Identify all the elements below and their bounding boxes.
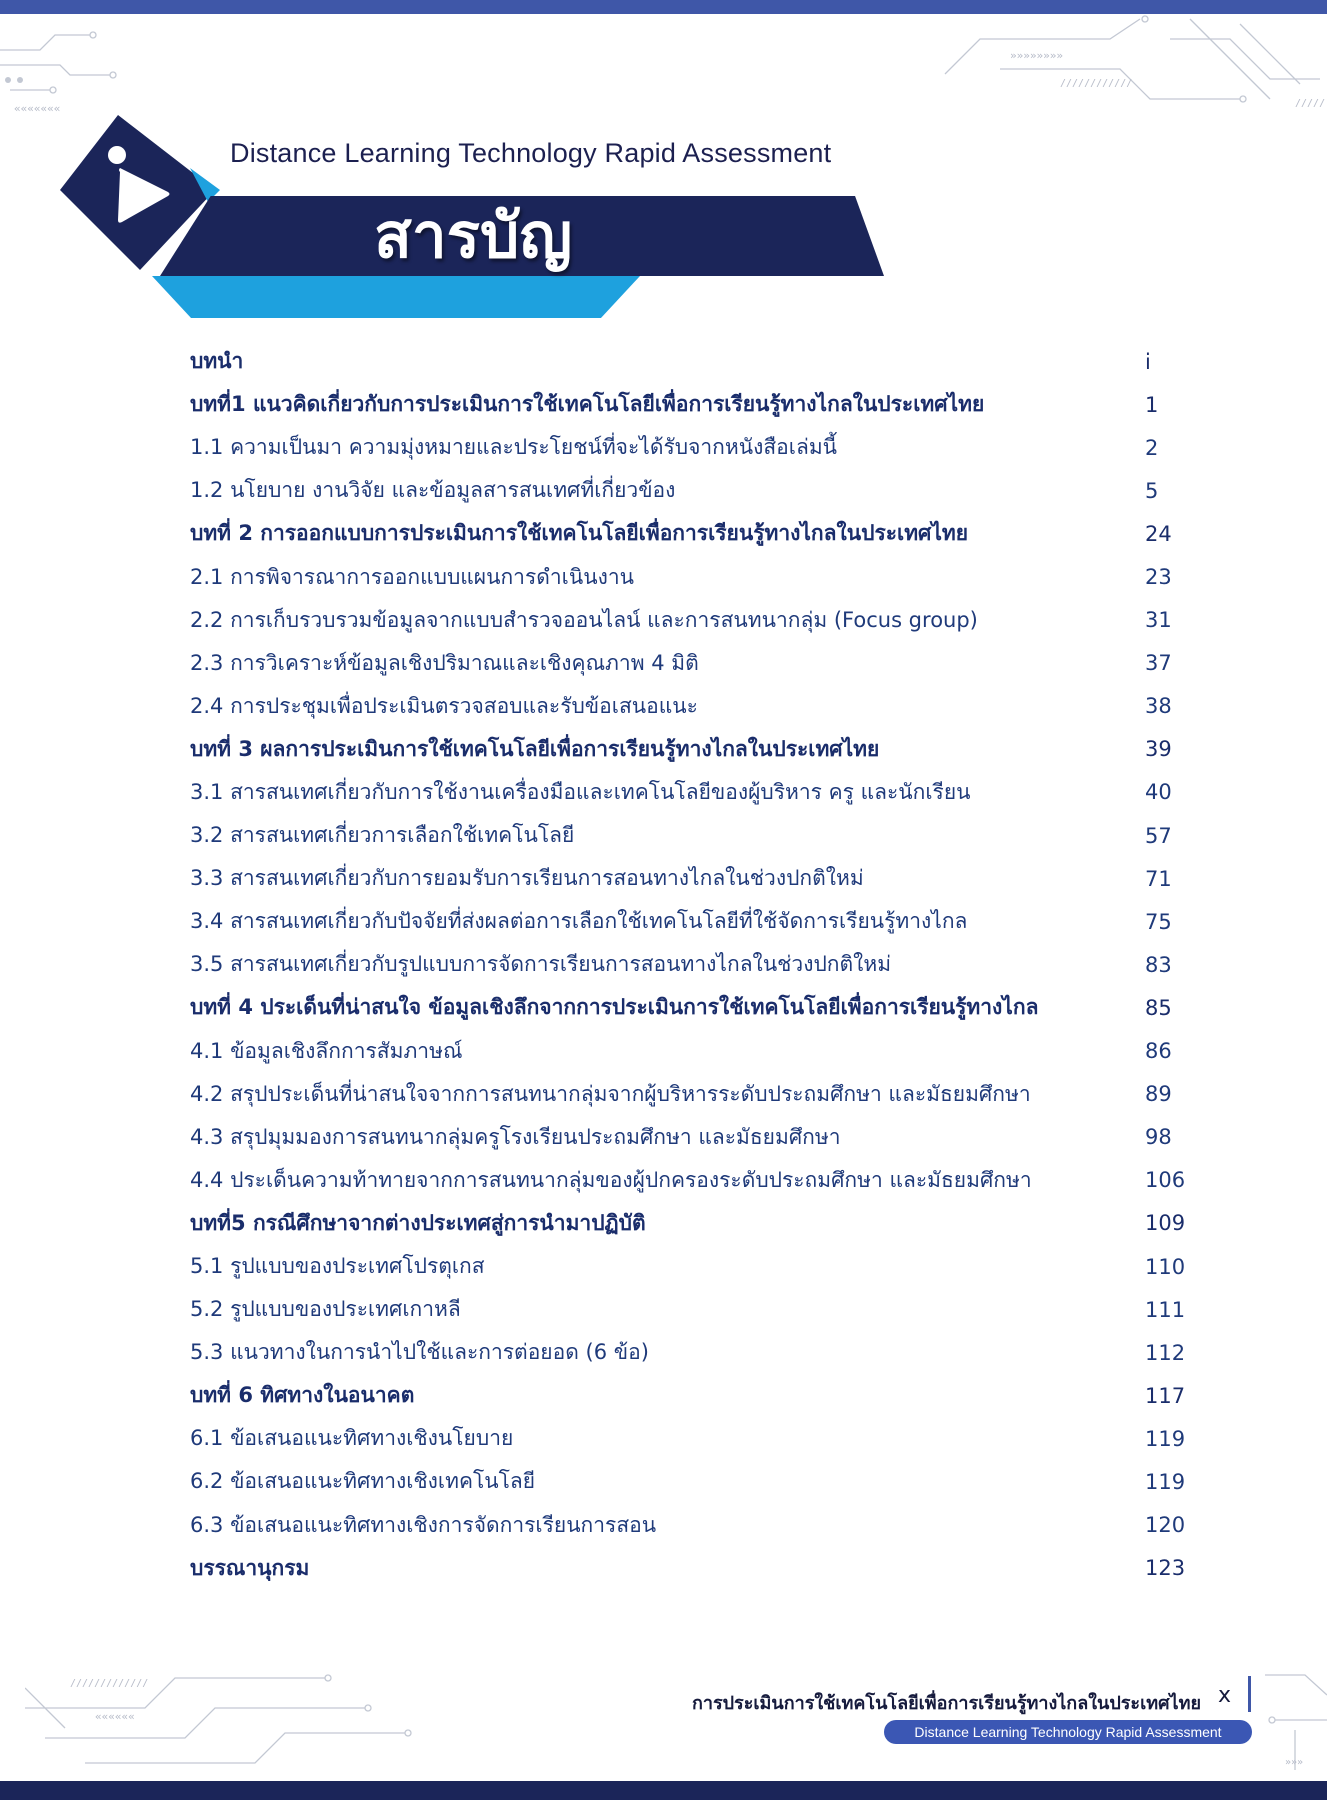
- toc-section-entry[interactable]: [190, 943, 1185, 986]
- page-number: x: [1218, 1683, 1232, 1708]
- toc-entry-label: 4.1 ข้อมูลเชิงลึกการสัมภาษณ์: [190, 1038, 463, 1063]
- toc-entry-page: 38: [1145, 694, 1172, 719]
- svg-text:»»»: »»»: [1285, 1757, 1304, 1768]
- toc-entry-page: i: [1145, 349, 1151, 374]
- toc-entry-label: 2.2 การเก็บรวบรวมข้อมูลจากแบบสำรวจออนไลน์ และการสนทนากลุ่ม (Focus group): [190, 607, 978, 632]
- toc-entry-label: 4.2 สรุปประเด็นที่น่าสนใจจากการสนทนากลุ่มจากผู้บริหารระดับประถมศึกษา และมัธยมศึกษา: [190, 1081, 1031, 1106]
- toc-entry-page: 123: [1145, 1556, 1186, 1581]
- toc-entry-label: 4.3 สรุปมุมมองการสนทนากลุ่มครูโรงเรียนประถมศึกษา และมัธยมศึกษา: [190, 1124, 841, 1149]
- toc-entry-label: บรรณานุกรม: [190, 1555, 310, 1580]
- toc-section-entry[interactable]: [190, 771, 1185, 814]
- toc-section-entry[interactable]: [190, 900, 1185, 943]
- toc-chapter-entry[interactable]: [190, 1202, 1185, 1245]
- toc-chapter-entry[interactable]: [190, 986, 1185, 1029]
- toc-entry-page: 5: [1145, 478, 1159, 503]
- svg-text://///: /////: [1295, 98, 1326, 109]
- toc-entry-label: 3.4 สารสนเทศเกี่ยวกับปัจจัยที่ส่งผลต่อการเลือกใช้เทคโนโลยีที่ใช้จัดการเรียนรู้ทางไกล: [190, 909, 968, 934]
- toc-chapter-entry[interactable]: [190, 383, 1185, 426]
- table-of-contents: [190, 340, 1185, 1590]
- toc-section-entry[interactable]: [190, 685, 1185, 728]
- toc-chapter-entry[interactable]: [190, 728, 1185, 771]
- toc-entry-label: 1.2 นโยบาย งานวิจัย และข้อมูลสารสนเทศที่เกี่ยวข้อง: [190, 478, 676, 503]
- toc-entry-page: 89: [1145, 1082, 1172, 1107]
- toc-section-entry[interactable]: [190, 642, 1185, 685]
- toc-section-entry[interactable]: [190, 599, 1185, 642]
- toc-entry-label: 4.4 ประเด็นความท้าทายจากการสนทนากลุ่มของผู้ปกครองระดับประถมศึกษา และมัธยมศึกษา: [190, 1167, 1032, 1192]
- svg-text:«««««««: «««««««: [14, 102, 61, 115]
- toc-entry-page: 71: [1145, 866, 1172, 891]
- toc-section-entry[interactable]: [190, 1030, 1185, 1073]
- bottom-border-bar: [0, 1781, 1327, 1800]
- toc-entry-label: 2.4 การประชุมเพื่อประเมินตรวจสอบและรับข้อเสนอแนะ: [190, 693, 698, 718]
- toc-entry-page: 85: [1145, 995, 1172, 1020]
- toc-entry-page: 111: [1145, 1297, 1186, 1322]
- footer-divider: [1248, 1676, 1251, 1712]
- footer-pill-label: Distance Learning Technology Rapid Assessment: [884, 1720, 1252, 1744]
- toc-section-entry[interactable]: [190, 469, 1185, 512]
- toc-entry-label: 5.1 รูปแบบของประเทศโปรตุเกส: [190, 1254, 485, 1279]
- toc-entry-label: 2.1 การพิจารณาการออกแบบแผนการดำเนินงาน: [190, 564, 634, 589]
- svg-text:////////////: ////////////: [1060, 78, 1133, 89]
- toc-entry-label: บทที่ 2 การออกแบบการประเมินการใช้เทคโนโลยีเพื่อการเรียนรู้ทางไกลในประเทศไทย: [190, 521, 969, 546]
- top-border-bar: [0, 0, 1327, 14]
- toc-entry-page: 109: [1145, 1211, 1186, 1236]
- toc-section-entry[interactable]: [190, 1504, 1185, 1547]
- toc-entry-label: 6.1 ข้อเสนอแนะทิศทางเชิงนโยบาย: [190, 1426, 514, 1451]
- toc-entry-label: 3.3 สารสนเทศเกี่ยวกับการยอมรับการเรียนการสอนทางไกลในช่วงปกติใหม่: [190, 866, 864, 891]
- toc-entry-label: บทนำ: [190, 349, 244, 374]
- toc-entry-page: 110: [1145, 1254, 1186, 1279]
- toc-section-entry[interactable]: [190, 1288, 1185, 1331]
- toc-entry-page: 57: [1145, 823, 1172, 848]
- title-banner-accent: [152, 276, 640, 318]
- toc-section-entry[interactable]: [190, 555, 1185, 598]
- toc-entry-page: 117: [1145, 1383, 1186, 1408]
- toc-entry-page: 106: [1145, 1168, 1186, 1193]
- toc-entry-label: 3.5 สารสนเทศเกี่ยวกับรูปแบบการจัดการเรียนการสอนทางไกลในช่วงปกติใหม่: [190, 952, 892, 977]
- header-subtitle: Distance Learning Technology Rapid Assessment: [230, 138, 832, 168]
- toc-entry-page: 112: [1145, 1340, 1186, 1365]
- toc-section-entry[interactable]: [190, 1331, 1185, 1374]
- toc-section-entry[interactable]: [190, 1159, 1185, 1202]
- toc-entry-label: บทที่5 กรณีศึกษาจากต่างประเทศสู่การนำมาปฏิบัติ: [190, 1210, 646, 1235]
- toc-entry-page: 119: [1145, 1426, 1186, 1451]
- toc-section-entry[interactable]: [190, 1245, 1185, 1288]
- toc-entry-label: 6.3 ข้อเสนอแนะทิศทางเชิงการจัดการเรียนการสอน: [190, 1512, 657, 1537]
- circuit-decoration-bottom-right: [1255, 1660, 1327, 1775]
- toc-section-entry[interactable]: [190, 1417, 1185, 1460]
- toc-entry-page: 75: [1145, 909, 1172, 934]
- toc-section-entry[interactable]: [190, 1460, 1185, 1503]
- circuit-decoration-top-right: [940, 14, 1327, 124]
- toc-entry-page: 120: [1145, 1513, 1186, 1538]
- toc-section-entry[interactable]: [190, 814, 1185, 857]
- toc-section-entry[interactable]: [190, 1073, 1185, 1116]
- toc-entry-label: 3.1 สารสนเทศเกี่ยวกับการใช้งานเครื่องมือและเทคโนโลยีของผู้บริหาร ครู และนักเรียน: [190, 779, 971, 804]
- footer-title: การประเมินการใช้เทคโนโลยีเพื่อการเรียนรู้ทางไกลในประเทศไทย: [691, 1693, 1201, 1714]
- toc-entry-label: 3.2 สารสนเทศเกี่ยวการเลือกใช้เทคโนโลยี: [190, 823, 575, 848]
- page-title: สารบัญ: [374, 199, 573, 272]
- toc-entry-label: บทที่1 แนวคิดเกี่ยวกับการประเมินการใช้เทคโนโลยีเพื่อการเรียนรู้ทางไกลในประเทศไทย: [190, 392, 985, 417]
- circuit-decoration-bottom-left: [25, 1668, 415, 1778]
- toc-entry-page: 1: [1145, 392, 1159, 417]
- toc-entry-page: 39: [1145, 737, 1172, 762]
- toc-entry-page: 86: [1145, 1039, 1172, 1064]
- toc-entry-page: 83: [1145, 952, 1172, 977]
- svg-text:««««««: ««««««: [95, 1710, 135, 1723]
- svg-text:»»»»»»»»: »»»»»»»»: [1010, 49, 1063, 62]
- toc-entry-page: 2: [1145, 435, 1159, 460]
- toc-section-entry[interactable]: [190, 857, 1185, 900]
- toc-entry-label: 5.2 รูปแบบของประเทศเกาหลี: [190, 1297, 461, 1322]
- toc-entry-page: 119: [1145, 1469, 1186, 1494]
- toc-entry-label: บทที่ 3 ผลการประเมินการใช้เทคโนโลยีเพื่อการเรียนรู้ทางไกลในประเทศไทย: [190, 736, 880, 761]
- toc-entry-label: 6.2 ข้อเสนอแนะทิศทางเชิงเทคโนโลยี: [190, 1469, 536, 1494]
- toc-entry-page: 24: [1145, 521, 1172, 546]
- toc-chapter-entry[interactable]: [190, 340, 1185, 383]
- toc-chapter-entry[interactable]: [190, 512, 1185, 555]
- toc-entry-page: 23: [1145, 565, 1172, 590]
- circuit-decoration-top-left: [0, 20, 130, 120]
- toc-entry-page: 31: [1145, 608, 1172, 633]
- toc-entry-label: บทที่ 4 ประเด็นที่น่าสนใจ ข้อมูลเชิงลึกจากการประเมินการใช้เทคโนโลยีเพื่อการเรียนรู้ทางไกล: [190, 995, 1039, 1020]
- toc-section-entry[interactable]: [190, 426, 1185, 469]
- toc-chapter-entry[interactable]: [190, 1374, 1185, 1417]
- toc-entry-label: 5.3 แนวทางในการนำไปใช้และการต่อยอด (6 ข้อ): [190, 1340, 649, 1365]
- toc-section-entry[interactable]: [190, 1116, 1185, 1159]
- toc-entry-label: บทที่ 6 ทิศทางในอนาคต: [190, 1383, 415, 1408]
- toc-entry-page: 40: [1145, 780, 1172, 805]
- toc-entry-label: 1.1 ความเป็นมา ความมุ่งหมายและประโยชน์ที่จะได้รับจากหนังสือเล่มนี้: [190, 435, 838, 460]
- toc-entry-page: 98: [1145, 1125, 1172, 1150]
- toc-entry-page: 37: [1145, 651, 1172, 676]
- toc-entry-label: 2.3 การวิเคราะห์ข้อมูลเชิงปริมาณและเชิงคุณภาพ 4 มิติ: [190, 650, 699, 675]
- svg-text://///////////: /////////////: [70, 1678, 149, 1689]
- toc-chapter-entry[interactable]: [190, 1547, 1185, 1590]
